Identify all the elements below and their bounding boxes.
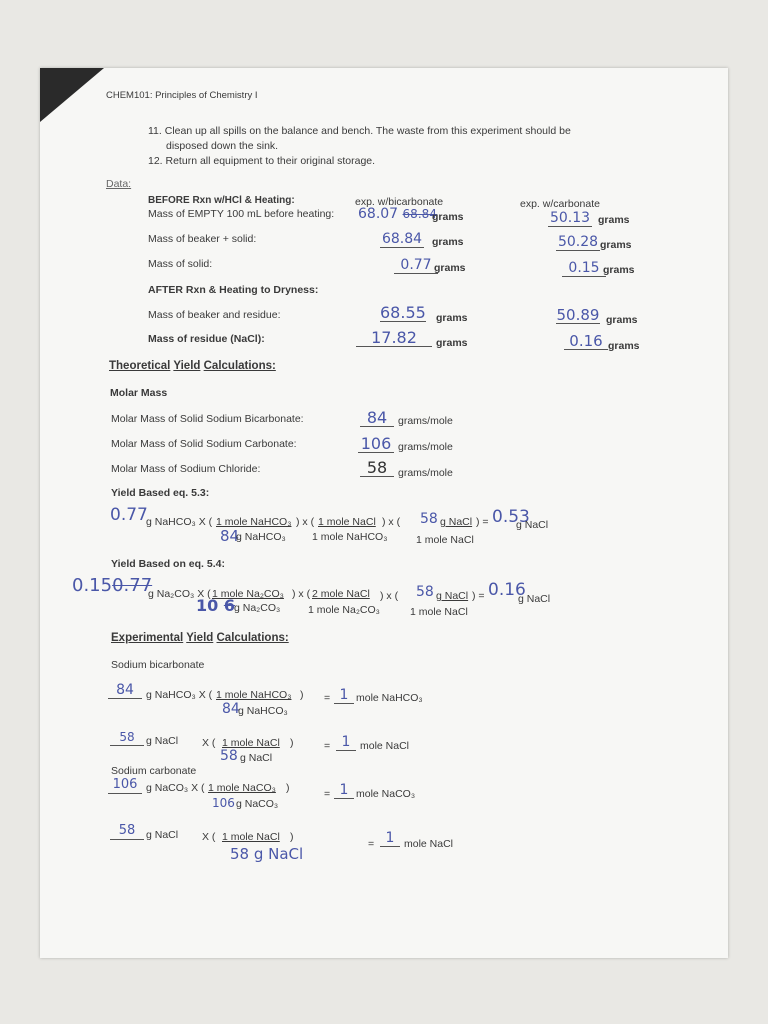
yield54-hw-58: 58 bbox=[416, 584, 434, 600]
row-beaker-solid-unit-1: grams bbox=[432, 236, 464, 248]
yield53-frac2-num: 1 mole NaCl bbox=[318, 516, 376, 528]
yield54-heading: Yield Based on eq. 5.4: bbox=[111, 558, 225, 570]
bicarb-heading: Sodium bicarbonate bbox=[111, 659, 205, 671]
exp1-hw-res: 1 bbox=[334, 687, 354, 704]
exp2-close: ) bbox=[290, 737, 294, 749]
exp3-num: 1 mole NaCO₃ bbox=[208, 782, 276, 794]
yield53-text-d: ) = bbox=[476, 516, 489, 528]
yield54-text-e: g NaCl bbox=[518, 593, 551, 605]
yield53-result: 0.53 bbox=[492, 507, 530, 527]
yield54-result: 0.16 bbox=[488, 580, 526, 600]
exp4-text: g NaCl bbox=[146, 829, 179, 841]
exp2-text: g NaCl bbox=[146, 735, 179, 747]
col-bicarb-header: exp. w/bicarbonate bbox=[355, 196, 444, 208]
row-solid-label: Mass of solid: bbox=[148, 258, 213, 270]
molar-bicarb-label: Molar Mass of Solid Sodium Bicarbonate: bbox=[111, 413, 304, 425]
exp3-res: mole NaCO₃ bbox=[356, 788, 416, 800]
exp3-text: g NaCO₃ X ( bbox=[146, 782, 205, 794]
exp1-num: 1 mole NaHCO₃ bbox=[216, 689, 292, 701]
row-beaker-solid-bicarb: 68.84 bbox=[381, 231, 423, 247]
yield54-text-b: ) x ( bbox=[292, 588, 311, 600]
yield54-frac2-num: 2 mole NaCl bbox=[312, 588, 370, 600]
exp2-eq: = bbox=[324, 740, 331, 752]
exp4-hw-den: 58 g NaCl bbox=[230, 845, 304, 863]
yield54-text-c: ) x ( bbox=[380, 590, 399, 602]
molar-nacl-value: 58 bbox=[360, 460, 394, 477]
row-solid-unit-2: grams bbox=[603, 264, 635, 276]
exp4-hw: 58 bbox=[110, 823, 144, 840]
data-title: Data: bbox=[106, 178, 132, 190]
step-11: 11. Clean up all spills on the balance and bench. The waste from this experiment should be bbox=[148, 125, 571, 137]
row-empty-unit-2: grams bbox=[598, 214, 630, 226]
yield53-den1: g NaHCO₃ bbox=[236, 531, 286, 543]
row-empty-bicarb: 68.07 68.84 bbox=[358, 206, 437, 222]
exp3-den: g NaCO₃ bbox=[236, 798, 279, 810]
page-corner-shadow bbox=[40, 68, 104, 122]
yield54-text-d: ) = bbox=[472, 590, 485, 602]
yield53-text-c: ) x ( bbox=[382, 516, 401, 528]
molar-carb-value: 106 bbox=[358, 436, 394, 453]
exp3-close: ) bbox=[286, 782, 290, 794]
exp2-hw-res: 1 bbox=[336, 734, 356, 751]
before-label: BEFORE Rxn w/HCl & Heating: bbox=[148, 195, 295, 206]
exp2-hw: 58 bbox=[110, 729, 144, 746]
yield54-den1: g Na₂CO₃ bbox=[234, 602, 281, 614]
exp2-num: 1 mole NaCl bbox=[222, 737, 280, 749]
exp2-hw-den: 58 bbox=[220, 748, 238, 764]
carb-heading: Sodium carbonate bbox=[111, 765, 197, 777]
row-solid-carb: 0.15 bbox=[562, 260, 606, 277]
exp4-hw-res: 1 bbox=[380, 830, 400, 847]
exp4-res: mole NaCl bbox=[404, 838, 454, 850]
row-beaker-solid-unit-2: grams bbox=[600, 239, 632, 251]
yield53-hw-58: 58 bbox=[420, 511, 438, 527]
yield53-mass: 0.77 bbox=[110, 505, 148, 525]
exp2-den: g NaCl bbox=[240, 752, 273, 764]
exp1-close: ) bbox=[300, 689, 304, 701]
exp4-num: 1 mole NaCl bbox=[222, 831, 280, 843]
yield53-frac3-num: g NaCl bbox=[440, 516, 473, 528]
yield54-mass: 0.150.77 bbox=[72, 575, 153, 596]
theoretical-title: Theoretical Yield Calculations: bbox=[109, 360, 276, 372]
yield54-hw-106: 10 6 bbox=[196, 596, 235, 615]
row-empty-carb: 50.13 bbox=[549, 210, 591, 226]
row-beaker-solid-carb: 50.28 bbox=[557, 234, 599, 250]
yield54-text-a: g Na₂CO₃ X ( bbox=[148, 588, 211, 600]
exp2-x: X ( bbox=[202, 737, 216, 749]
exp4-close: ) bbox=[290, 831, 294, 843]
step-11-cont: disposed down the sink. bbox=[166, 140, 279, 152]
exp1-den: g NaHCO₃ bbox=[238, 705, 288, 717]
exp3-hw: 106 bbox=[108, 777, 142, 794]
exp3-hw-res: 1 bbox=[334, 782, 354, 799]
yield53-text-a: g NaHCO₃ X ( bbox=[146, 516, 213, 528]
molar-mass-heading: Molar Mass bbox=[110, 387, 168, 399]
yield53-heading: Yield Based eq. 5.3: bbox=[111, 487, 210, 499]
after-label: AFTER Rxn & Heating to Dryness: bbox=[148, 284, 319, 296]
yield54-den2: 1 mole Na₂CO₃ bbox=[308, 604, 380, 616]
experimental-title: Experimental Yield Calculations: bbox=[111, 632, 289, 644]
exp4-x: X ( bbox=[202, 831, 216, 843]
exp3-hw-den: 106 bbox=[212, 796, 235, 810]
row-beaker-solid-label: Mass of beaker + solid: bbox=[148, 233, 257, 245]
yield54-frac1-num: 1 mole Na₂CO₃ bbox=[212, 588, 284, 600]
yield53-text-e: g NaCl bbox=[516, 519, 549, 531]
yield53-hw-84: 84 bbox=[220, 527, 240, 545]
molar-carb-unit: grams/mole bbox=[398, 441, 453, 453]
row-beaker-residue-label: Mass of beaker and residue: bbox=[148, 309, 281, 321]
exp1-eq: = bbox=[324, 692, 331, 704]
col-carb-header: exp. w/carbonate bbox=[520, 198, 600, 210]
exp1-hw: 84 bbox=[108, 682, 142, 699]
exp3-eq: = bbox=[324, 788, 331, 800]
row-residue-carb: 0.16 bbox=[564, 333, 608, 350]
yield53-den2: 1 mole NaHCO₃ bbox=[312, 531, 388, 543]
row-residue-unit-2: grams bbox=[608, 340, 640, 352]
row-beaker-residue-carb: 50.89 bbox=[556, 306, 600, 324]
yield53-den3: 1 mole NaCl bbox=[416, 534, 474, 546]
row-beaker-residue-unit-1: grams bbox=[436, 312, 468, 324]
row-empty-unit-1: grams bbox=[432, 211, 464, 223]
row-beaker-residue-bicarb: 68.55 bbox=[380, 303, 426, 322]
row-residue-unit-1: grams bbox=[436, 337, 468, 349]
row-solid-unit-1: grams bbox=[434, 262, 466, 274]
exp1-text: g NaHCO₃ X ( bbox=[146, 689, 213, 701]
molar-bicarb-unit: grams/mole bbox=[398, 415, 453, 427]
step-12: 12. Return all equipment to their original storage. bbox=[148, 155, 376, 167]
yield53-frac1-num: 1 mole NaHCO₃ bbox=[216, 516, 292, 528]
row-beaker-residue-unit-2: grams bbox=[606, 314, 638, 326]
yield54-frac3-num: g NaCl bbox=[436, 590, 469, 602]
row-residue-bicarb: 17.82 bbox=[356, 330, 432, 347]
molar-carb-label: Molar Mass of Solid Sodium Carbonate: bbox=[111, 438, 297, 450]
row-empty-label: Mass of EMPTY 100 mL before heating: bbox=[148, 208, 335, 220]
exp1-hw-den: 84 bbox=[222, 701, 240, 717]
molar-nacl-label: Molar Mass of Sodium Chloride: bbox=[111, 463, 261, 475]
yield54-den3: 1 mole NaCl bbox=[410, 606, 468, 618]
exp4-eq: = bbox=[368, 838, 375, 850]
row-residue-label: Mass of residue (NaCl): bbox=[148, 333, 265, 345]
exp1-res: mole NaHCO₃ bbox=[356, 692, 423, 704]
exp2-res: mole NaCl bbox=[360, 740, 410, 752]
row-solid-bicarb: 0.77 bbox=[394, 257, 438, 274]
yield53-text-b: ) x ( bbox=[296, 516, 315, 528]
molar-nacl-unit: grams/mole bbox=[398, 467, 453, 479]
course-header: CHEM101: Principles of Chemistry I bbox=[106, 90, 258, 101]
molar-bicarb-value: 84 bbox=[360, 410, 394, 427]
